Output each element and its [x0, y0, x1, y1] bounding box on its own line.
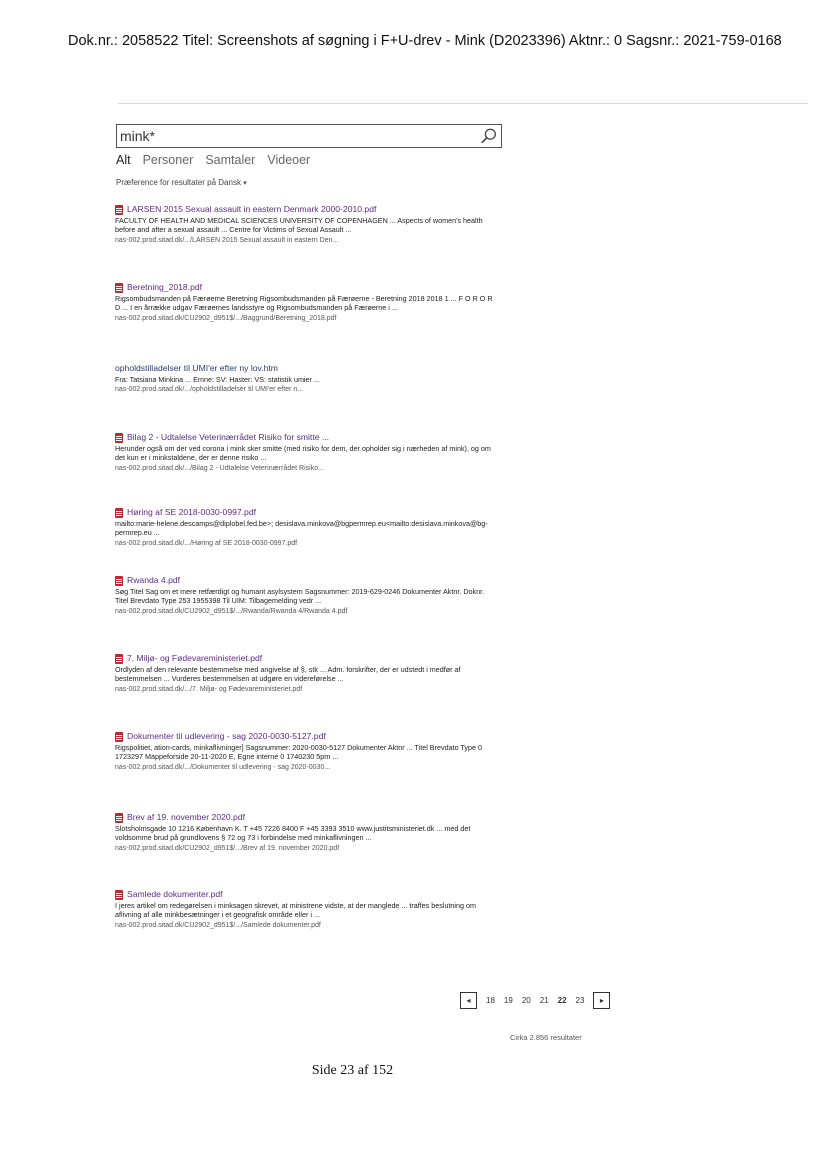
result-url: nas-002.prod.sitad.dk/CU2902_d951$/.../Brev af 19. november 2020.pdf: [115, 844, 340, 852]
result-snippet: Slotsholmsgade 10 1216 København K. T +45 7226 8400 F +45 3393 3510 www.justitsministeriet.dk ... med det voldsomme brud på grundlovens § 72 og 73 i forbindelse med minkaflivningen ...: [115, 824, 471, 843]
result-url: nas-002.prod.sitad.dk/CU2902_d951$/.../Baggrund/Beretning_2018.pdf: [115, 314, 337, 322]
page-link[interactable]: 23: [575, 996, 585, 1005]
result-count: Cirka 2.856 resultater: [510, 1033, 582, 1042]
result-title: Samlede dokumenter.pdf: [127, 889, 223, 899]
pdf-icon: [115, 654, 123, 664]
search-box[interactable]: [116, 124, 502, 148]
page-link[interactable]: 19: [503, 996, 513, 1005]
result-url: nas-002.prod.sitad.dk/.../opholdstilladelser til UMI'er efter n...: [115, 386, 304, 394]
pdf-icon: [115, 205, 123, 215]
result-title-link[interactable]: [115, 363, 320, 374]
chevron-down-icon: ▾: [243, 180, 247, 187]
language-preference[interactable]: [116, 178, 247, 187]
result-snippet: Rigsombudsmanden på Færøerne Beretning Rigsombudsmanden på Færøerne - Beretning 2018 2018 1 ... F O R O R D ... I en årrække udgav Færøernes landsstyre og Rigsombudsmanden på Færøerne i ...: [115, 294, 493, 313]
result-item: [115, 731, 495, 772]
pdf-icon: [115, 813, 123, 823]
result-title: Høring af SE 2018-0030-0997.pdf: [127, 507, 256, 517]
result-title: LARSEN 2015 Sexual assault in eastern Denmark 2000-2010.pdf: [127, 204, 377, 214]
pdf-icon: [115, 576, 123, 586]
result-title: Brev af 19. november 2020.pdf: [127, 812, 246, 822]
result-snippet: Søg Titel Sag om et mere retfærdigt og humant asylsystem Sagsnummer: 2019-629-0246 Dokumenter Aktnr. Doknr. Titel Brevdato Type 253 1955398 Til UIM: Tilbagemelding vedr ...: [115, 587, 485, 606]
result-item: [115, 812, 495, 853]
result-title-link[interactable]: [115, 889, 495, 900]
search-icon[interactable]: [480, 127, 498, 145]
result-snippet: Fra: Tatsiana Minkina ... Emne: SV: Haster: VS: statistik umier ...: [115, 375, 320, 384]
result-title-link[interactable]: [115, 204, 495, 215]
result-snippet: mailto:marie-helene.descamps@diplobel.fed.be>; desislava.minkova@bgpermrep.eu<mailto:desislava.minkova@bg-permrep.eu ...: [115, 519, 488, 538]
tab-alt[interactable]: Alt: [116, 153, 131, 167]
search-input[interactable]: [120, 127, 470, 145]
pdf-icon: [115, 508, 123, 518]
pagination: [460, 992, 610, 1009]
result-item: [115, 653, 495, 694]
pdf-icon: [115, 890, 123, 900]
result-title-link[interactable]: [115, 812, 495, 823]
result-item: [115, 363, 320, 394]
result-title: Dokumenter til udlevering - sag 2020-0030-5127.pdf: [127, 731, 326, 741]
result-snippet: Rigspolitiet, ation-cards, minkaflivninger] Sagsnummer: 2020-0030-5127 Dokumenter Aktnr ... Titel Brevdato Type 0 1723297 Mappeforside 20-11-2020 E, Egne interne 0 1740230 5pm ...: [115, 743, 483, 762]
result-title: opholdstilladelser til UMI'er efter ny lov.htm: [115, 363, 278, 373]
divider: [118, 103, 808, 104]
next-page-button[interactable]: ▸: [593, 992, 610, 1009]
result-item: [115, 432, 495, 473]
result-url: nas-002.prod.sitad.dk/.../Høring af SE 2018-0030-0997.pdf: [115, 539, 298, 547]
result-item: [115, 507, 495, 548]
result-snippet: Ordlyden af den relevante bestemmelse med angivelse af §, stk ... Adm. forskrifter, der er udstedt i medfør af bestemmelsen ... Vurderes bestemmelsen at udgøre en videreførelse ...: [115, 665, 461, 684]
language-preference-label: Præference for resultater på Dansk: [116, 178, 241, 187]
result-url: nas-002.prod.sitad.dk/.../7. Miljø- og Fødevareministeriet.pdf: [115, 685, 303, 693]
result-snippet: Herunder også om der ved corona i mink sker smitte (med risiko for dem, der opholder sig i nærheden af mink), og om det kun er i minkstaldene, der er denne risiko ...: [115, 444, 491, 463]
result-title-link[interactable]: [115, 731, 495, 742]
result-title: 7. Miljø- og Fødevareministeriet.pdf: [127, 653, 263, 663]
result-snippet: I jeres artikel om redegørelsen i minksagen skrevet, at ministrene vidste, at der manglede ... traffes beslutning om aflivning af alle minkbesætninger i et geografisk område eller i ...: [115, 901, 477, 920]
result-item: [115, 575, 495, 616]
page-link[interactable]: 21: [539, 996, 549, 1005]
pdf-icon: [115, 732, 123, 742]
result-url: nas-002.prod.sitad.dk/.../LARSEN 2015 Sexual assault in eastern Den...: [115, 236, 339, 244]
result-url: nas-002.prod.sitad.dk/CU2902_d951$/.../Samlede dokumenter.pdf: [115, 921, 321, 929]
result-url: nas-002.prod.sitad.dk/CU2902_d951$/.../Rwanda/Rwanda 4/Rwanda 4.pdf: [115, 607, 348, 615]
tab-personer[interactable]: Personer: [142, 153, 194, 167]
result-title-link[interactable]: [115, 575, 495, 586]
page-footer: Side 23 af 152: [311, 1063, 394, 1078]
page-link[interactable]: 20: [521, 996, 531, 1005]
result-title-link[interactable]: [115, 507, 495, 518]
previous-page-button[interactable]: ◂: [460, 992, 477, 1009]
page-link[interactable]: 18: [486, 996, 495, 1005]
result-title: Beretning_2018.pdf: [127, 282, 203, 292]
page-link-current[interactable]: 22: [557, 996, 567, 1005]
result-title-link[interactable]: [115, 653, 495, 664]
result-title-link[interactable]: [115, 432, 495, 443]
result-url: nas-002.prod.sitad.dk/.../Bilag 2 - Udtalelse Veterinærrådet Risiko...: [115, 464, 324, 472]
result-snippet: FACULTY OF HEALTH AND MEDICAL SCIENCES UNIVERSITY OF COPENHAGEN ... Aspects of women's health before and after a sexual assault ... Centre for Victims of Sexual Assault ...: [115, 216, 483, 235]
result-item: [115, 282, 495, 323]
result-title: Rwanda 4.pdf: [127, 575, 181, 585]
result-title-link[interactable]: [115, 282, 495, 293]
tab-samtaler[interactable]: Samtaler: [205, 153, 256, 167]
result-item: [115, 889, 495, 930]
result-url: nas-002.prod.sitad.dk/.../Dokumenter til udlevering - sag 2020-0030...: [115, 763, 331, 771]
search-tabs: [116, 153, 310, 167]
tab-videoer[interactable]: Videoer: [267, 153, 311, 167]
result-title: Bilag 2 - Udtalelse Veterinærrådet Risiko for smitte ...: [127, 432, 330, 442]
document-header: Dok.nr.: 2058522 Titel: Screenshots af søgning i F+U-drev - Mink (D2023396) Aktnr.: 0 Sagsnr.: 2021-759-0168: [68, 33, 782, 49]
pdf-icon: [115, 433, 123, 443]
result-item: [115, 204, 495, 245]
pdf-icon: [115, 283, 123, 293]
